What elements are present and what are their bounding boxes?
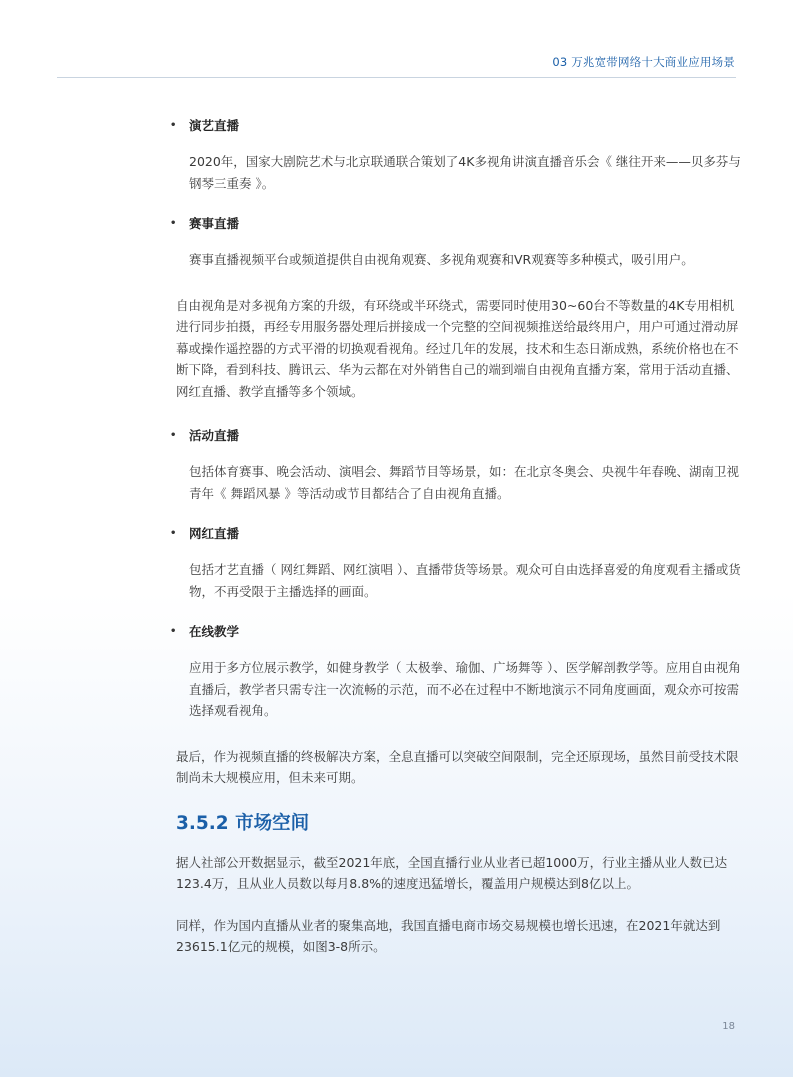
- header-title: 03 万兆宽带网络十大商业应用场景: [552, 55, 735, 69]
- body-paragraph: 同样，作为国内直播从业者的聚集高地，我国直播电商市场交易规模也增长迅速，在2021年就达到23615.1亿元的规模，如图3-8所示。: [176, 917, 721, 954]
- bullet-section-performance: [170, 116, 742, 194]
- bullet-heading: 活动直播: [189, 428, 240, 443]
- bullet-text: 赛事直播视频平台或频道提供自由视角观赛、多视角观赛和VR观赛等多种模式，吸引用户。: [189, 252, 694, 267]
- bullet-icon: •: [170, 626, 177, 637]
- section-heading: 3.5.2 市场空间: [176, 812, 310, 834]
- bullet-text: 包括体育赛事、晚会活动、演唱会、舞蹈节目等场景，如：在北京冬奥会、央视牛年春晚、湖南卫视青年《 舞蹈风暴 》等活动或节目都结合了自由视角直播。: [189, 464, 740, 501]
- bullet-text: 应用于多方位展示教学，如健身教学（ 太极拳、瑜伽、广场舞等 ）、医学解剖教学等。应用自由视角直播后，教学者只需专注一次流畅的示范，而不必在过程中不断地演示不同角度画面，观众亦可按需选择观看视角。: [189, 660, 741, 718]
- bullet-heading: 演艺直播: [189, 118, 240, 133]
- bullet-text: 包括才艺直播（ 网红舞蹈、网红演唱 ）、直播带货等场景。观众可自由选择喜爱的角度观看主播或货物，不再受限于主播选择的画面。: [189, 562, 741, 599]
- body-paragraph: 据人社部公开数据显示，截至2021年底，全国直播行业从业者已超1000万，行业主播从业人数已达123.4万，且从业人员数以每月8.8%的速度迅猛增长，覆盖用户规模达到8亿以上。: [176, 854, 728, 891]
- bullet-section-events: [170, 426, 742, 504]
- bullet-heading: 网红直播: [189, 526, 240, 541]
- page-content: [170, 116, 742, 958]
- bullet-section-influencer: [170, 524, 742, 602]
- bullet-icon: •: [170, 120, 177, 131]
- bullet-icon: •: [170, 218, 177, 229]
- body-paragraph: 最后，作为视频直播的终极解决方案，全息直播可以突破空间限制，完全还原现场，虽然目前受技术限制尚未大规模应用，但未来可期。: [176, 748, 739, 785]
- bullet-heading: 在线教学: [189, 624, 240, 639]
- bullet-text: 2020年，国家大剧院艺术与北京联通联合策划了4K多视角讲演直播音乐会《 继往开来——贝多芬与钢琴三重奏 》。: [189, 154, 741, 191]
- bullet-section-sports: [170, 214, 742, 271]
- bullet-heading: 赛事直播: [189, 216, 240, 231]
- body-paragraph: 自由视角是对多视角方案的升级，有环绕或半环绕式，需要同时使用30~60台不等数量的4K专用相机进行同步拍摄，再经专用服务器处理后拼接成一个完整的空间视频推送给最终用户，用户可通过滑动屏幕或操作遥控器的方式平滑的切换观看视角。经过几年的发展，技术和生态日渐成熟，系统价格也在不断下降，看到科技、腾讯云、华为云都在对外销售自己的端到端自由视角直播方案，常用于活动直播、网红直播、教学直播等多个领域。: [176, 297, 739, 399]
- bullet-section-education: [170, 622, 742, 722]
- bullet-icon: •: [170, 528, 177, 539]
- page-number: 18: [722, 1021, 735, 1032]
- header-divider: [57, 77, 736, 78]
- bullet-icon: •: [170, 430, 177, 441]
